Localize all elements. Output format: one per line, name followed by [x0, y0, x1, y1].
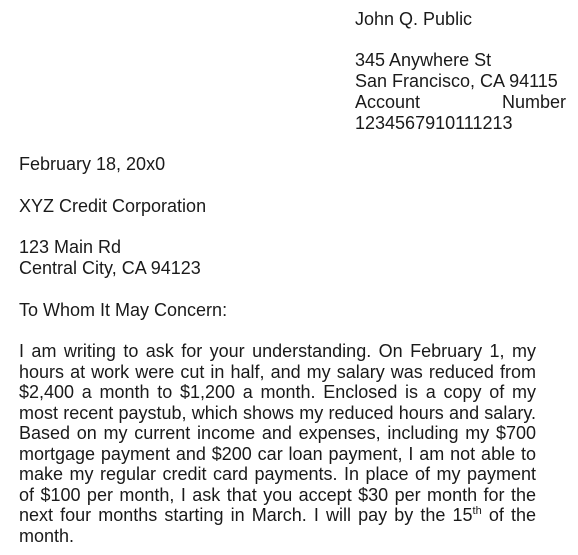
body-text-end: of the month.	[19, 505, 536, 546]
account-number-label	[355, 92, 566, 113]
recipient-city-state-zip: Central City, CA 94123	[19, 258, 201, 278]
sender-city-state-zip: San Francisco, CA 94115	[355, 71, 558, 91]
account-label-word-2: Number	[501, 92, 566, 112]
letter-body-paragraph	[19, 341, 536, 546]
salutation: To Whom It May Concern:	[19, 300, 228, 320]
recipient-street: 123 Main Rd	[19, 237, 122, 257]
sender-address-block	[355, 9, 566, 134]
sender-name: John Q. Public	[355, 9, 473, 29]
body-text-main: I am writing to ask for your understanding. On February 1, my hours at work were cut in half, and my salary was reduced from $2,400 a month to $1,200 a month. Enclosed is a copy of my most recent paystub, which shows my reduced hours and salary. Based on my current income and expenses, including my $700 mortgage payment and $200 car loan payment, I am not able to make my regular credit card payments. In place of my payment of $100 per month, I ask that you accept $30 per month for the next four months starting in March. I will pay by the 15	[19, 341, 536, 525]
sender-street: 345 Anywhere St	[355, 50, 492, 70]
ordinal-suffix: th	[472, 505, 482, 517]
account-number: 1234567910111213	[355, 113, 513, 133]
account-label-word-1: Account	[355, 92, 421, 112]
recipient-company: XYZ Credit Corporation	[19, 196, 207, 216]
letter-date: February 18, 20x0	[19, 154, 166, 174]
